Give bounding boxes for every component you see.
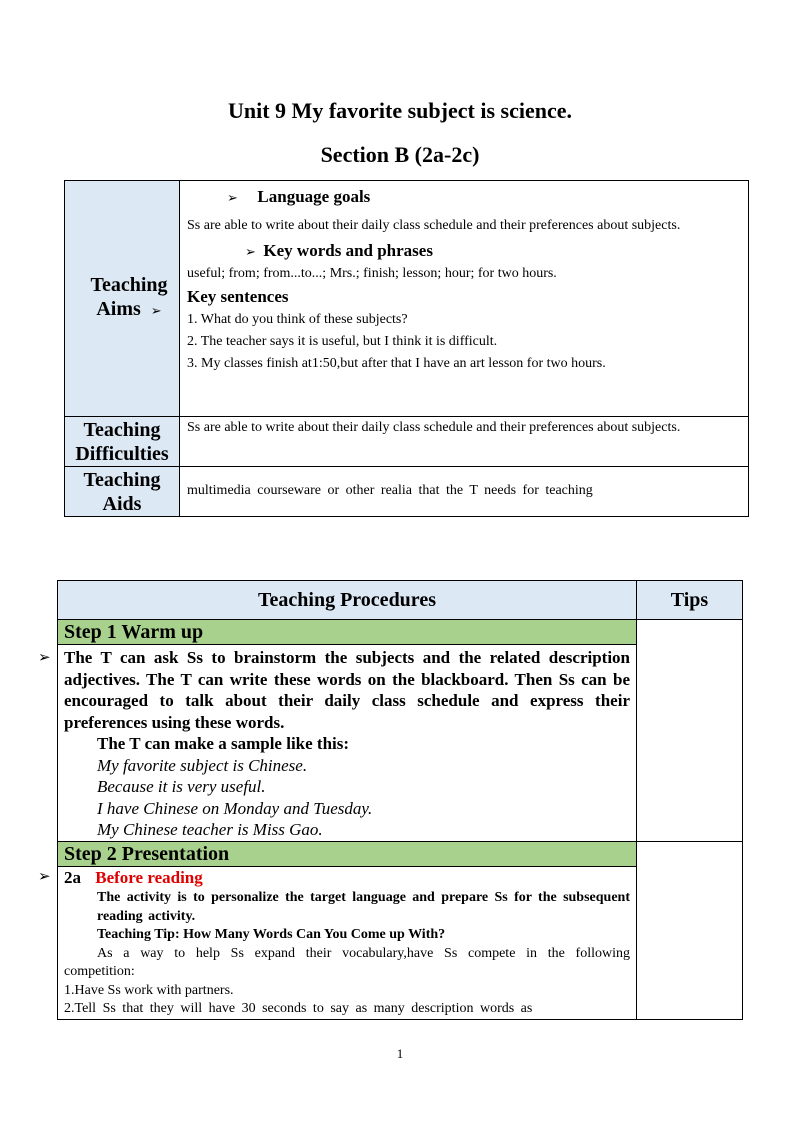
teaching-difficulties-text: Ss are able to write about their daily class schedule and their preferences about subjects. (180, 417, 749, 467)
page-number: 1 (396, 1046, 404, 1061)
teaching-aims-table (64, 180, 749, 517)
bullet-arrow-icon: ➢ (227, 191, 238, 206)
key-words-text: useful; from; from...to...; Mrs.; finish; lesson; hour; for two hours. (187, 266, 557, 281)
bullet-arrow-icon: ➢ (38, 867, 51, 885)
before-reading-label: Before reading (95, 868, 203, 887)
step2-label: 2a (64, 868, 81, 887)
procedures-column-header: Teaching Procedures (58, 581, 637, 620)
step2-tips-cell (637, 842, 743, 1020)
teaching-tip-text: As a way to help Ss expand their vocabulary,have Ss compete in the following competition: (64, 945, 630, 979)
step2-item-1: 1.Have Ss work with partners. (64, 982, 234, 998)
teaching-aids-text: multimedia courseware or other realia that the T needs for teaching (180, 467, 749, 517)
sample-sentence-2: Because it is very useful. (97, 777, 266, 796)
sample-sentence-1: My favorite subject is Chinese. (97, 755, 308, 775)
teaching-difficulties-label-line1: Teaching (83, 418, 161, 441)
key-words-heading: Key words and phrases (263, 241, 433, 260)
sample-sentence-4: My Chinese teacher is Miss Gao. (97, 820, 323, 839)
teaching-aims-label-line2: Aims (96, 298, 141, 320)
teaching-procedures-table (57, 580, 743, 1020)
sample-sentence-3: I have Chinese on Monday and Tuesday. (97, 798, 373, 818)
teaching-difficulties-label-line2: Difficulties (75, 442, 169, 465)
step2-item-2: 2.Tell Ss that they will have 30 seconds to say as many description words as (64, 1001, 533, 1016)
document-title: Unit 9 My favorite subject is science. (228, 98, 572, 123)
document-subtitle: Section B (2a-2c) (320, 142, 480, 167)
teaching-difficulties-label (65, 417, 180, 467)
teaching-aims-content (180, 181, 749, 417)
key-sentence-1: 1. What do you think of these subjects? (187, 312, 408, 327)
teaching-aims-label (65, 181, 180, 417)
step1-body (58, 645, 637, 842)
step2-heading: Step 2 Presentation (58, 842, 637, 867)
step2-body (58, 867, 637, 1020)
step1-paragraph: The T can ask Ss to brainstorm the subjects and the related description adjectives. The T can write these words on the blackboard. Then Ss can be encouraged to talk about their daily class schedule and express their preferences using these words. (64, 648, 630, 732)
key-sentences-heading: Key sentences (187, 287, 289, 306)
bullet-arrow-icon: ➢ (150, 304, 162, 319)
step1-sample-intro: The T can make a sample like this: (97, 734, 350, 753)
teaching-aids-label (65, 467, 180, 517)
teaching-tip-title: Teaching Tip: How Many Words Can You Come up With? (97, 927, 446, 942)
teaching-aims-label-line1: Teaching (90, 274, 168, 296)
teaching-aids-label-line1: Teaching (83, 468, 161, 491)
bullet-arrow-icon: ➢ (245, 245, 256, 260)
tips-column-header: Tips (637, 581, 743, 620)
step1-tips-cell (637, 620, 743, 842)
step1-heading: Step 1 Warm up (58, 620, 637, 645)
key-sentence-3: 3. My classes finish at1:50,but after that I have an art lesson for two hours. (187, 356, 606, 371)
teaching-aids-label-line2: Aids (102, 492, 142, 515)
language-goals-text: Ss are able to write about their daily class schedule and their preferences about subjects. (187, 218, 681, 233)
language-goals-heading: Language goals (257, 187, 371, 206)
step2-purpose: The activity is to personalize the target language and prepare Ss for the subsequent reading activity. (97, 890, 630, 924)
key-sentence-2: 2. The teacher says it is useful, but I think it is difficult. (187, 334, 498, 349)
bullet-arrow-icon: ➢ (38, 648, 51, 666)
